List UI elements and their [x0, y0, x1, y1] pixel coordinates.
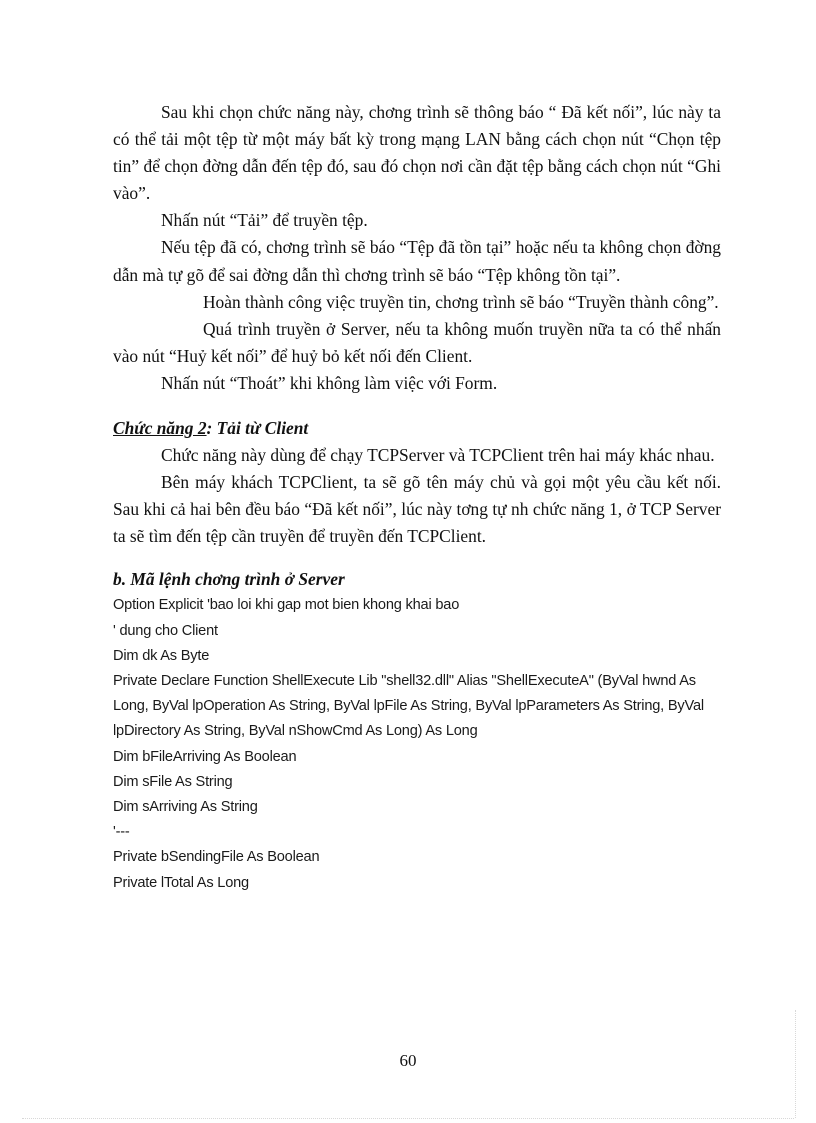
code-line: Dim bFileArriving As Boolean: [113, 748, 297, 765]
section-heading-function-2-label: Chức năng 2: [113, 418, 207, 439]
page-body: [113, 99, 721, 896]
paragraph-intro-4: Hoàn thành công việc truyền tin, chơng trình sẽ báo “Truyền thành công”.: [203, 291, 719, 312]
code-line: Private Declare Function ShellExecute Lib "shell32.dll" Alias "ShellExecuteA" (ByVal hwnd As Long, ByVal lpOperation As String, ByVal lpFile As String, ByVal lpParameters As String, ByVal lpDirectory As String, ByVal nShowCmd As Long) As Long: [113, 673, 704, 740]
code-line: Dim dk As Byte: [113, 647, 210, 664]
paragraph-function-2-2: Bên máy khách TCPClient, ta sẽ gõ tên máy chủ và gọi một yêu cầu kết nối. Sau khi cả hai bên đều báo “Đã kết nối”, lúc này tơng tự nh chức năng 1, ở TCP Server ta sẽ tìm đến tệp cần truyền để truyền đến TCPClient.: [113, 472, 721, 547]
paragraph-intro-5: Quá trình truyền ở Server, nếu ta không muốn truyền nữa ta có thể nhấn vào nút “Huỷ kết nối” để huỷ bỏ kết nối đến Client.: [113, 318, 721, 366]
code-block: [113, 593, 721, 895]
paragraph-intro-3: Nếu tệp đã có, chơng trình sẽ báo “Tệp đã tồn tại” hoặc nếu ta không chọn đờng dẫn mà tự gõ để sai đờng dẫn thì chơng trình sẽ báo “Tệp không tồn tại”.: [113, 237, 721, 285]
page-border-bottom: [22, 1118, 794, 1119]
code-line: '---: [113, 824, 130, 841]
code-line: ' dung cho Client: [113, 622, 218, 639]
paragraph-intro-1: Sau khi chọn chức năng này, chơng trình sẽ thông báo “ Đã kết nối”, lúc này ta có thể tải một tệp từ một máy bất kỳ trong mạng LAN bằng cách chọn nút “Chọn tệp tin” để chọn đờng dẫn đến tệp đó, sau đó chọn nơi cần đặt tệp bằng cách chọn nút “Ghi vào”.: [113, 102, 721, 204]
paragraph-intro-6: Nhấn nút “Thoát” khi không làm việc với Form.: [161, 372, 498, 393]
spacer: [113, 397, 721, 415]
section-heading-function-2-title: : Tải từ Client: [206, 418, 309, 439]
section-heading-function-2: [113, 415, 721, 442]
code-line: Private bSendingFile As Boolean: [113, 849, 320, 866]
code-line: Dim sFile As String: [113, 773, 233, 790]
page-border-right: [795, 1010, 796, 1118]
code-line: Private lTotal As Long: [113, 874, 249, 891]
code-line: Option Explicit 'bao loi khi gap mot bien khong khai bao: [113, 597, 460, 614]
paragraph-function-2-1: Chức năng này dùng để chạy TCPServer và TCPClient trên hai máy khác nhau.: [161, 445, 715, 466]
code-line: Dim sArriving As String: [113, 799, 258, 816]
spacer: [113, 550, 721, 566]
paragraph-intro-2: Nhấn nút “Tải” để truyền tệp.: [161, 210, 368, 231]
page-number: 60: [399, 1051, 417, 1070]
section-heading-server-code: b. Mã lệnh chơng trình ở Server: [113, 569, 345, 590]
